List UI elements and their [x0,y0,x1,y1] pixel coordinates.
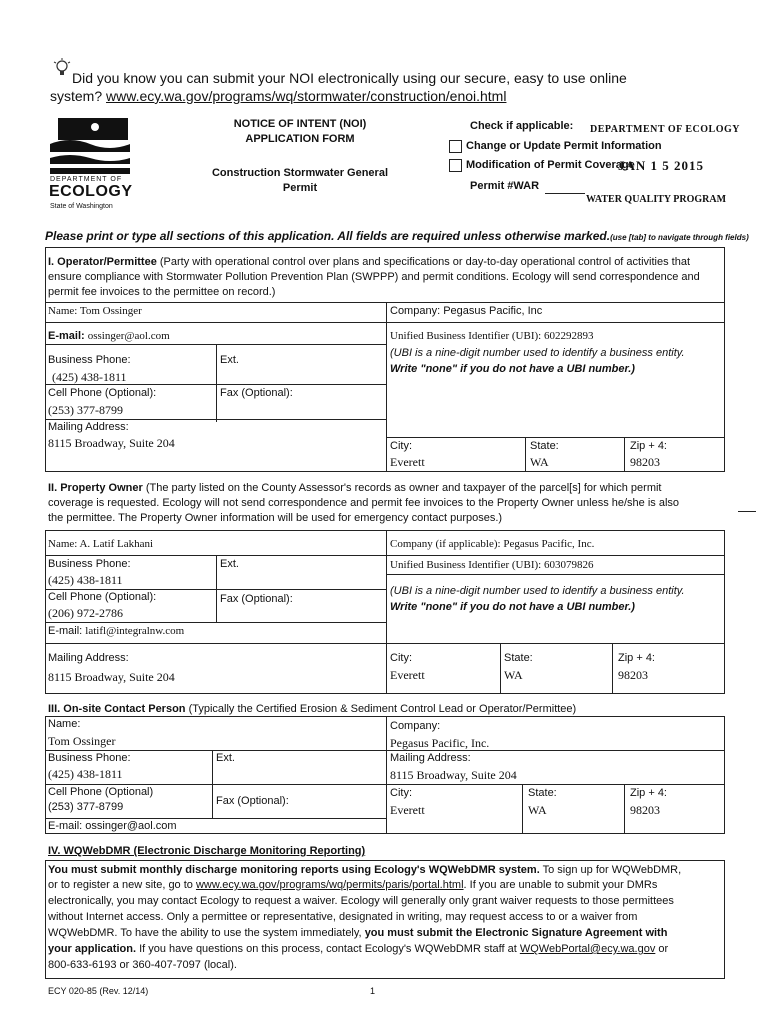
s2-fax-label: Fax (Optional): [220,593,293,605]
s3-name-label: Name: [48,718,81,730]
s2-ubi-note2: Write "none" if you do not have a UBI number.) [390,601,635,613]
s2-ubi-note1: (UBI is a nine-digit number used to identify a business entity. [390,585,685,597]
s2-name-field[interactable]: Name: A. Latif Lakhani [48,538,154,550]
divider [624,437,625,471]
s3-fax-label: Fax (Optional): [216,795,289,807]
intro-line2 [50,88,506,104]
divider [45,555,725,556]
s1-state-label: State: [530,440,559,452]
s1-city-field[interactable]: Everett [390,455,425,469]
s3-zip-field[interactable]: 98203 [630,803,660,817]
divider [45,833,725,834]
instructions-main: Please print or type all sections of this application. All fields are required unless otherwise marked. [45,229,611,243]
section1-left-border [45,247,46,471]
divider [45,384,386,385]
s3-name-field[interactable]: Tom Ossinger [48,734,116,748]
section4-p6 [48,943,668,955]
s2-ext-label: Ext. [220,558,239,570]
s2-company-field[interactable]: Company (if applicable): Pegasus Pacific, Inc. [390,538,595,550]
enoi-link[interactable]: www.ecy.wa.gov/programs/wq/stormwater/construction/enoi.html [106,88,507,104]
stamp-program: WATER QUALITY PROGRAM [586,194,727,205]
portal-link[interactable]: www.ecy.wa.gov/programs/wq/permits/paris/portal.html [195,879,464,891]
divider [45,622,386,623]
s1-zip-field[interactable]: 98203 [630,455,660,469]
divider [216,344,217,422]
instructions [45,229,749,243]
permit-war-label: Permit #WAR [470,180,540,192]
section2-desc3: the permittee. The Property Owner information will be used for emergency contact purposes.) [48,512,503,524]
form-title-line3: Construction Stormwater General [211,167,389,179]
intro-line1: Did you know you can submit your NOI electronically using our secure, easy to use online [72,70,627,86]
divider [525,437,526,471]
instructions-tab: (use [tab] to navigate through fields) [610,233,749,242]
divider [45,419,386,420]
section1-desc1-text: (Party with operational control over plans and specifications or day-to-day operational control of activities that [159,256,691,268]
section3-title [48,703,576,715]
footer-page-number: 1 [370,986,376,996]
s3-state-field[interactable]: WA [528,803,547,817]
s2-mailing-label: Mailing Address: [48,652,129,664]
permit-war-field[interactable] [545,193,585,194]
s2-email-field[interactable]: latifl@integralnw.com [85,625,185,637]
divider [45,530,725,531]
s2-email-label: E-mail: [48,625,83,637]
section3-heading: III. On-site Contact Person [48,703,186,715]
section4-p1-rest: To sign up for WQWebDMR, [539,864,682,876]
s3-city-label: City: [390,787,412,799]
s1-ubi-note2: Write "none" if you do not have a UBI number.) [390,363,635,375]
logo-state: State of Washington [50,203,113,210]
modification-checkbox[interactable] [449,159,462,172]
s2-business-phone-field[interactable]: (425) 438-1811 [48,573,123,587]
s3-company-label: Company: [390,720,441,732]
section4-heading: IV. WQWebDMR (Electronic Discharge Monitoring Reporting) [48,845,366,857]
s3-company-field[interactable]: Pegasus Pacific, Inc. [390,736,490,750]
s2-city-field[interactable]: Everett [390,668,425,682]
s1-business-phone-field[interactable]: (425) 438-1811 [52,370,127,384]
s2-zip-field[interactable]: 98203 [618,668,648,682]
s2-zip-label: Zip + 4: [618,652,655,664]
s3-ext-label: Ext. [216,752,235,764]
divider [45,784,725,785]
divider [45,818,386,819]
webportal-email-link[interactable]: WQWebPortal@ecy.wa.gov [519,943,656,955]
section4-p6-a: If you have questions on this process, contact Ecology's WQWebDMR staff at [136,943,520,955]
section1-top-border [45,247,725,248]
stamp-department: DEPARTMENT OF ECOLOGY [590,124,740,135]
divider [45,302,725,303]
divider [386,437,725,438]
logo-department: DEPARTMENT OF [50,176,123,183]
section2-desc2: coverage is requested. Ecology will not send correspondence and permit fee invoices to the Property Owner unless he/she is also [48,497,680,509]
s2-business-phone-label: Business Phone: [48,558,131,570]
info-bulb-icon [52,58,72,78]
divider [724,716,725,833]
modification-label: Modification of Permit Coverage [466,159,635,171]
s1-email-row [48,330,170,342]
section4-p5 [48,927,667,939]
footer-form-id: ECY 020-85 (Rev. 12/14) [48,986,149,996]
s3-email-row [48,820,177,832]
intro-line2-prefix: system? [50,88,107,104]
s3-cell-field[interactable]: (253) 377-8799 [48,801,124,813]
section4-p3: electronically, you may contact Ecology to request a waiver. Ecology will generally only grant waiver requests to those permittees [48,895,674,907]
s1-state-field[interactable]: WA [530,455,549,469]
logo-ecology: ECOLOGY [49,183,133,200]
s1-city-label: City: [390,440,412,452]
ecology-logo [50,118,130,178]
s1-fax-label: Fax (Optional): [220,387,293,399]
section4-p6-bold: your application. [48,943,137,955]
s1-mailing-label: Mailing Address: [48,421,129,433]
section4-p1 [48,864,681,876]
section4-p7: 800-633-6193 or 360-407-7097 (local). [48,959,237,971]
s1-email-field[interactable]: ossinger@aol.com [87,330,170,342]
s3-business-phone-field[interactable]: (425) 438-1811 [48,767,123,781]
s2-cell-field[interactable]: (206) 972-2786 [48,606,123,620]
divider [45,860,725,861]
s2-ubi-field[interactable]: Unified Business Identifier (UBI): 603079826 [390,559,594,571]
s3-email-label: E-mail: [48,820,83,832]
s1-ubi-note1: (UBI is a nine-digit number used to identify a business entity. [390,347,685,359]
s2-state-field[interactable]: WA [504,668,523,682]
divider [45,716,46,833]
section1-desc2: ensure compliance with Stormwater Pollution Prevention Plan (SWPPP) and permit conditions. Ecology will send correspondence and [48,271,700,283]
s1-zip-label: Zip + 4: [630,440,667,452]
s3-city-field[interactable]: Everett [390,803,425,817]
s3-email-field[interactable]: ossinger@aol.com [85,820,177,832]
divider [612,643,613,693]
divider [45,589,386,590]
divider [45,322,725,323]
divider [386,716,387,833]
s3-mailing-field[interactable]: 8115 Broadway, Suite 204 [390,768,517,782]
divider [386,574,725,575]
form-title-line1: NOTICE OF INTENT (NOI) [233,118,367,130]
s2-cell-label: Cell Phone (Optional): [48,591,157,603]
divider [624,784,625,833]
divider [45,643,725,644]
divider [45,860,46,978]
s1-business-phone-label: Business Phone: [48,354,131,366]
s2-mailing-field[interactable]: 8115 Broadway, Suite 204 [48,670,175,684]
section2-desc1 [48,482,662,494]
s2-city-label: City: [390,652,412,664]
divider [386,302,387,471]
form-title-line4: Permit [282,182,318,194]
margin-mark [738,511,756,512]
s3-state-label: State: [528,787,557,799]
s3-business-phone-label: Business Phone: [48,752,131,764]
section4-p5-a: WQWebDMR. To have the ability to use the system immediately, [48,927,365,939]
s1-ubi-field[interactable]: Unified Business Identifier (UBI): 602292893 [390,330,594,342]
divider [45,716,725,717]
section4-p6-b: or [655,943,669,955]
s1-name-field[interactable]: Name: Tom Ossinger [48,305,142,317]
s1-cell-label: Cell Phone (Optional): [48,387,157,399]
divider [45,978,725,979]
s1-company-field[interactable]: Company: Pegasus Pacific, Inc [390,305,543,317]
check-heading: Check if applicable: [470,120,574,132]
s2-state-label: State: [504,652,533,664]
divider [724,860,725,978]
divider [45,693,725,694]
stamp-date: JAN 1 5 2015 [618,158,705,173]
divider [500,643,501,693]
divider [522,784,523,833]
section4-p2 [48,879,657,891]
change-update-label: Change or Update Permit Information [466,140,662,152]
s1-ext-label: Ext. [220,354,239,366]
s1-cell-field[interactable]: (253) 377-8799 [48,403,123,417]
s1-mailing-field[interactable]: 8115 Broadway, Suite 204 [48,436,175,450]
section1-desc3: permit fee invoices to the permittee on record.) [48,286,276,298]
section1-desc1 [48,256,690,268]
section2-heading: II. Property Owner [48,482,143,494]
form-title-line2: APPLICATION FORM [245,133,355,145]
change-update-checkbox[interactable] [449,140,462,153]
section1-heading: I. Operator/Permittee [48,256,157,268]
section3-desc: (Typically the Certified Erosion & Sediment Control Lead or Operator/Permittee) [188,703,577,715]
section4-p2-b: . If you are unable to submit your DMRs [463,879,658,891]
section4-p4: without Internet access. Only a permittee or representative, designated in writing, may request access to or a waiver from [48,911,638,923]
section4-p2-a: or to register a new site, go to [48,879,196,891]
section4-p1-bold: You must submit monthly discharge monitoring reports using Ecology's WQWebDMR system. [48,864,540,876]
s3-zip-label: Zip + 4: [630,787,667,799]
s3-mailing-label: Mailing Address: [390,752,471,764]
s3-cell-label: Cell Phone (Optional) [48,786,154,798]
section2-desc1-text: (The party listed on the County Assessor's records as owner and taxpayer of the parcel[s] for which permit [145,482,662,494]
section4-p5-bold: you must submit the Electronic Signature Agreement with [364,927,668,939]
divider [45,750,725,751]
s1-email-label: E-mail: [48,330,85,342]
s2-email-row [48,625,184,637]
divider [45,471,725,472]
